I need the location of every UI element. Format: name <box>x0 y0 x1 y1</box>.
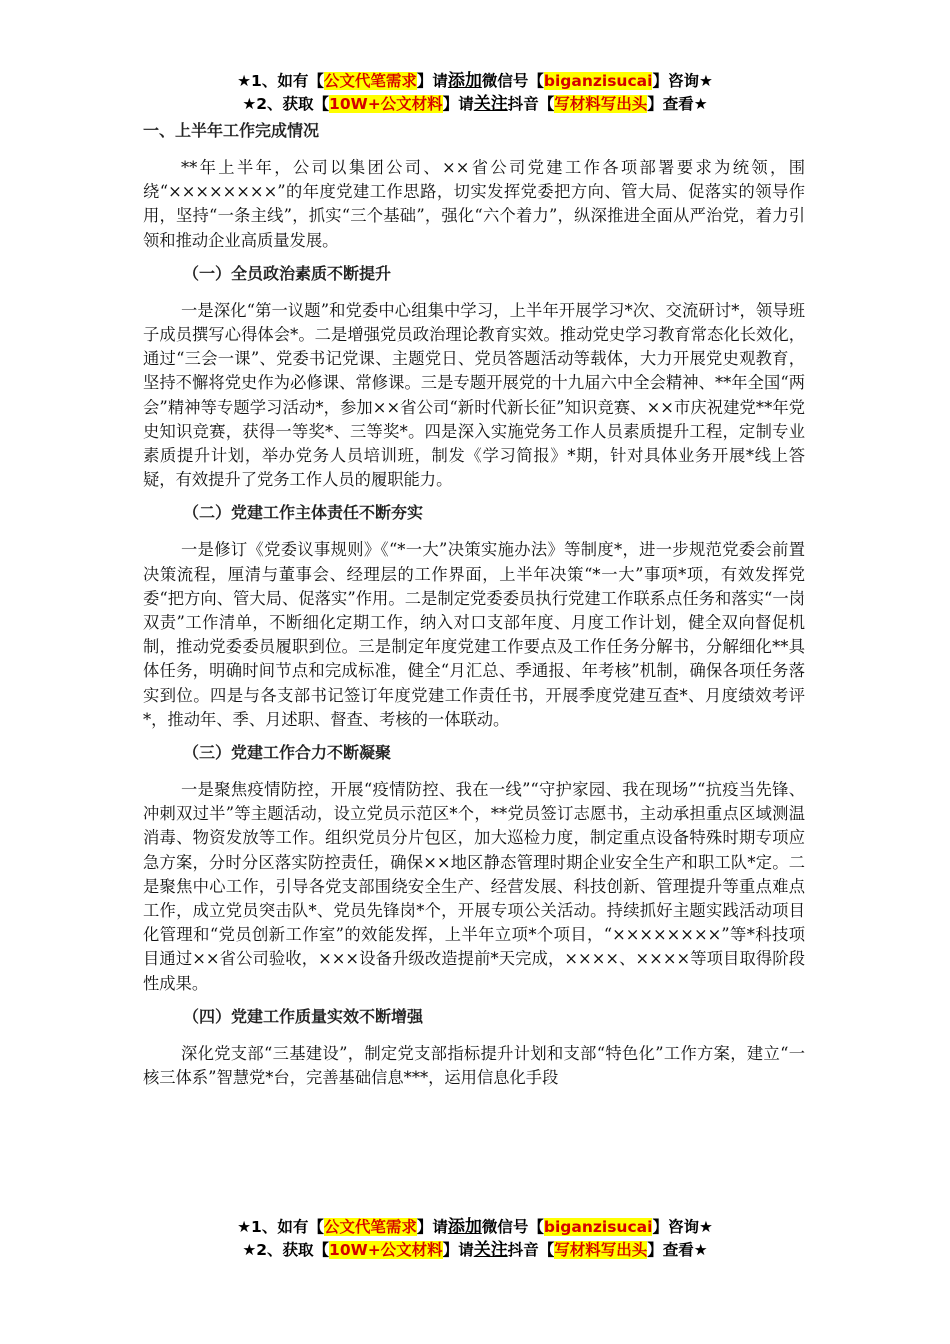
subsection-1-title: （一）全员政治素质不断提升 <box>183 263 392 283</box>
highlight-wechat-id: biganzisucai <box>543 1218 653 1236</box>
top-promo-banner <box>0 70 950 116</box>
subsection-3-title: （三）党建工作合力不断凝聚 <box>183 743 392 763</box>
highlight-writing-service: 公文代笔需求 <box>323 72 417 90</box>
highlight-wechat-id: biganzisucai <box>543 72 653 90</box>
subsection-1-body: 一是深化“第一议题”和党委中心组集中学习，上半年开展学习*次、交流研讨*，领导班子成员撰写心得体会*。二是增强党员政治理论教育实效。推动党史学习教育常态化长效化，通过“三会一课”、党委书记党课、主题党日、党员答题活动等载体，大力开展党史观教育，坚持不懈将党史作为必修课、常修课。三是专题开展党的十九届六中全会精神、**年全国“两会”精神等专题学习活动*，参加××省公司“新时代新长征”知识竞赛、××市庆祝建党**年党史知识竞赛，获得一等奖*、三等奖*。四是深入实施党务工作人员素质提升工程，定制专业素质提升计划，举办党务人员培训班，制发《学习简报》*期，针对具体业务开展*线上答疑，有效提升了党务工作人员的履职能力。 <box>143 300 805 490</box>
document-body <box>143 116 805 1096</box>
promo-line-1: ★1、如有【公文代笔需求】请添加微信号【biganzisucai】咨询★ <box>237 1217 713 1237</box>
section-heading: 一、上半年工作完成情况 <box>143 121 320 140</box>
promo-line-2: ★2、获取【10W+公文材料】请关注抖音【写材料写出头】查看★ <box>242 94 708 114</box>
promo-line-2: ★2、获取【10W+公文材料】请关注抖音【写材料写出头】查看★ <box>242 1240 708 1260</box>
highlight-materials: 10W+公文材料 <box>329 1241 443 1259</box>
bottom-promo-banner <box>0 1216 950 1262</box>
subsection-2-body: 一是修订《党委议事规则》《“*一大”决策实施办法》等制度*，进一步规范党委会前置决策流程，厘清与董事会、经理层的工作界面，上半年决策“*一大”事项*项，有效发挥党委“把方向、管大局、促落实”作用。二是制定党委委员执行党建工作联系点任务和落实“一岗双责”工作清单，不断细化定期工作，纳入对口支部年度、月度工作计划，健全双向督促机制，推动党委委员履职到位。三是制定年度党建工作要点及工作任务分解书，分解细化**具体任务，明确时间节点和完成标准，健全“月汇总、季通报、年考核”机制，确保各项任务落实到位。四是与各支部书记签订年度党建工作责任书，开展季度党建互查*、月度绩效考评*，推动年、季、月述职、督查、考核的一体联动。 <box>143 540 805 729</box>
highlight-writing-service: 公文代笔需求 <box>323 1218 417 1236</box>
subsection-4-body: 深化党支部“三基建设”，制定党支部指标提升计划和支部“特色化”工作方案，建立“一核三体系”智慧党*台，完善基础信息***，运用信息化手段 <box>143 1043 805 1088</box>
subsection-4-title: （四）党建工作质量实效不断增强 <box>183 1006 424 1026</box>
subsection-2-title: （二）党建工作主体责任不断夯实 <box>183 503 424 523</box>
intro-paragraph: **年上半年，公司以集团公司、××省公司党建工作各项部署要求为统领，围绕“××××××××”的年度党建工作思路，切实发挥党委把方向、管大局、促落实的领导作用，坚持“一条主线”，抓实“三个基础”，强化“六个着力”，纵深推进全面从严治党，着力引领和推动企业高质量发展。 <box>143 158 805 250</box>
subsection-3-body: 一是聚焦疫情防控，开展“疫情防控、我在一线”“守护家园、我在现场”“抗疫当先锋、冲刺双过半”等主题活动，设立党员示范区*个，**党员签订志愿书，主动承担重点区域测温消毒、物资发放等工作。组织党员分片包区，加大巡检力度，制定重点设备特殊时期专项应急方案，分时分区落实防控责任，确保××地区静态管理时期企业安全生产和职工队*定。二是聚焦中心工作，引导各党支部围绕安全生产、经营发展、科技创新、管理提升等重点难点工作，成立党员突击队*、党员先锋岗*个，开展专项公关活动。持续抓好主题实践活动项目化管理和“党员创新工作室”的效能发挥，上半年立项*个项目，“××××××××”等*科技项目通过××省公司验收，×××设备升级改造提前*天完成，××××、××××等项目取得阶段性成果。 <box>143 780 805 993</box>
highlight-douyin-account: 写材料写出头 <box>554 95 648 113</box>
highlight-materials: 10W+公文材料 <box>329 95 443 113</box>
promo-line-1: ★1、如有【公文代笔需求】请添加微信号【biganzisucai】咨询★ <box>237 71 713 91</box>
highlight-douyin-account: 写材料写出头 <box>554 1241 648 1259</box>
